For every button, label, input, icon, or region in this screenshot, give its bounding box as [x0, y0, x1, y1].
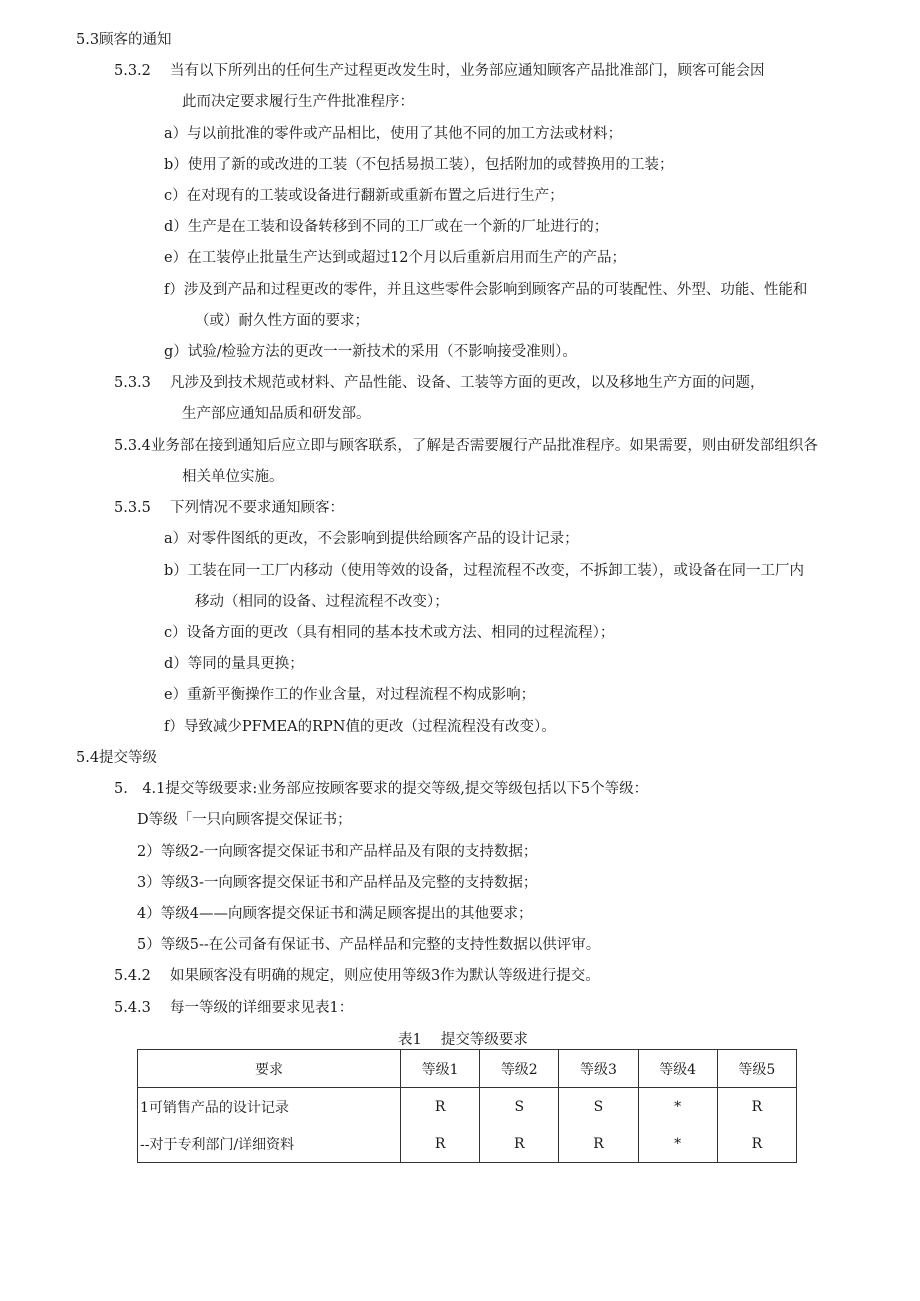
list-item: c）在对现有的工装或设备进行翻新或重新布置之后进行生产； [164, 188, 564, 204]
table-cell: R [401, 1125, 480, 1163]
table-cell: R [559, 1125, 638, 1163]
level-item: 4）等级4——向顾客提交保证书和满足顾客提出的其他要求； [137, 906, 533, 922]
section-heading-5-4: 5.4提交等级 [76, 750, 158, 766]
table-cell: R [717, 1125, 796, 1163]
clause-5-3-5: 5.3.5 下列情况不要求通知顾客： [114, 500, 345, 516]
table-header-cell: 等级5 [717, 1050, 796, 1088]
level-item: 5）等级5--在公司备有保证书、产品样品和完整的支持性数据以供评审。 [137, 937, 601, 953]
list-item: a）与以前批准的零件或产品相比，使用了其他不同的加工方法或材料； [164, 126, 623, 142]
table-header-cell: 等级4 [638, 1050, 717, 1088]
clause-5-4-3: 5.4.3 每一等级的详细要求见表1： [114, 1000, 354, 1016]
level-item: D等级「一只向顾客提交保证书； [137, 812, 352, 828]
clause-5-3-3-cont: 生产部应通知品质和研发部。 [182, 406, 371, 422]
table-cell: 1可销售产品的设计记录 [138, 1088, 401, 1126]
level-item: 3）等级3-一向顾客提交保证书和产品样品及完整的支持数据； [137, 875, 538, 891]
clause-5-3-4: 5.3.4业务部在接到通知后应立即与顾客联系，了解是否需要履行产品批准程序。如果需要，则由研发部组织各 [114, 438, 818, 454]
list-item-cont: （或）耐久性方面的要求； [195, 313, 369, 329]
list-item: e）在工装停止批量生产达到或超过12个月以后重新启用而生产的产品； [164, 250, 627, 266]
table-caption: 表1 提交等级要求 [398, 1032, 528, 1048]
table-header-cell: 等级2 [480, 1050, 559, 1088]
clause-5-3-2-cont: 此而决定要求履行生产件批准程序： [182, 94, 414, 110]
list-item: f）涉及到产品和过程更改的零件，并且这些零件会影响到顾客产品的可装配性、外型、功能、性能和 [164, 282, 808, 298]
section-heading-5-3: 5.3顾客的通知 [76, 32, 172, 48]
table-row [138, 1088, 797, 1126]
level-item: 2）等级2-一向顾客提交保证书和产品样品及有限的支持数据； [137, 844, 538, 860]
table-cell: --对于专利部门/详细资料 [138, 1125, 401, 1163]
table-cell: * [638, 1088, 717, 1126]
list-item: f）导致减少PFMEA的RPN值的更改（过程流程没有改变）。 [164, 719, 556, 735]
clause-5-3-4-cont: 相关单位实施。 [182, 469, 284, 485]
table-row [138, 1125, 797, 1163]
table-cell: R [480, 1125, 559, 1163]
list-item-cont: 移动（相同的设备、过程流程不改变）； [195, 594, 449, 610]
list-item: a）对零件图纸的更改，不会影响到提供给顾客产品的设计记录； [164, 531, 579, 547]
submission-level-table [137, 1049, 797, 1163]
list-item: g）试验/检验方法的更改一一新技术的采用（不影响接受准则）。 [164, 344, 577, 360]
table-header-cell: 等级1 [401, 1050, 480, 1088]
clause-5-4-2: 5.4.2 如果顾客没有明确的规定，则应使用等级3作为默认等级进行提交。 [114, 968, 600, 984]
table-cell: * [638, 1125, 717, 1163]
list-item: d）等同的量具更换； [164, 656, 304, 672]
clause-5-3-2: 5.3.2 当有以下所列出的任何生产过程更改发生时，业务部应通知顾客产品批准部门，顾客可能会因 [114, 63, 765, 79]
table-header-cell: 要求 [138, 1050, 401, 1088]
table-cell: S [480, 1088, 559, 1126]
table-cell: S [559, 1088, 638, 1126]
list-item: c）设备方面的更改（具有相同的基本技术或方法、相同的过程流程）； [164, 625, 615, 641]
list-item: d）生产是在工装和设备转移到不同的工厂或在一个新的厂址进行的； [164, 219, 609, 235]
table-header-cell: 等级3 [559, 1050, 638, 1088]
list-item: e）重新平衡操作工的作业含量，对过程流程不构成影响； [164, 687, 536, 703]
list-item: b）工装在同一工厂内移动（使用等效的设备，过程流程不改变，不拆卸工装），或设备在同一工厂内 [164, 563, 805, 579]
table-cell: R [717, 1088, 796, 1126]
clause-5-4-1: 5. 4.1提交等级要求:业务部应按顾客要求的提交等级,提交等级包括以下5个等级： [114, 781, 649, 797]
list-item: b）使用了新的或改进的工装（不包括易损工装），包括附加的或替换用的工装； [164, 157, 674, 173]
table-header-row [138, 1050, 797, 1088]
clause-5-3-3: 5.3.3 凡涉及到技术规范或材料、产品性能、设备、工装等方面的更改，以及移地生产方面的问题， [114, 375, 765, 391]
table-cell: R [401, 1088, 480, 1126]
